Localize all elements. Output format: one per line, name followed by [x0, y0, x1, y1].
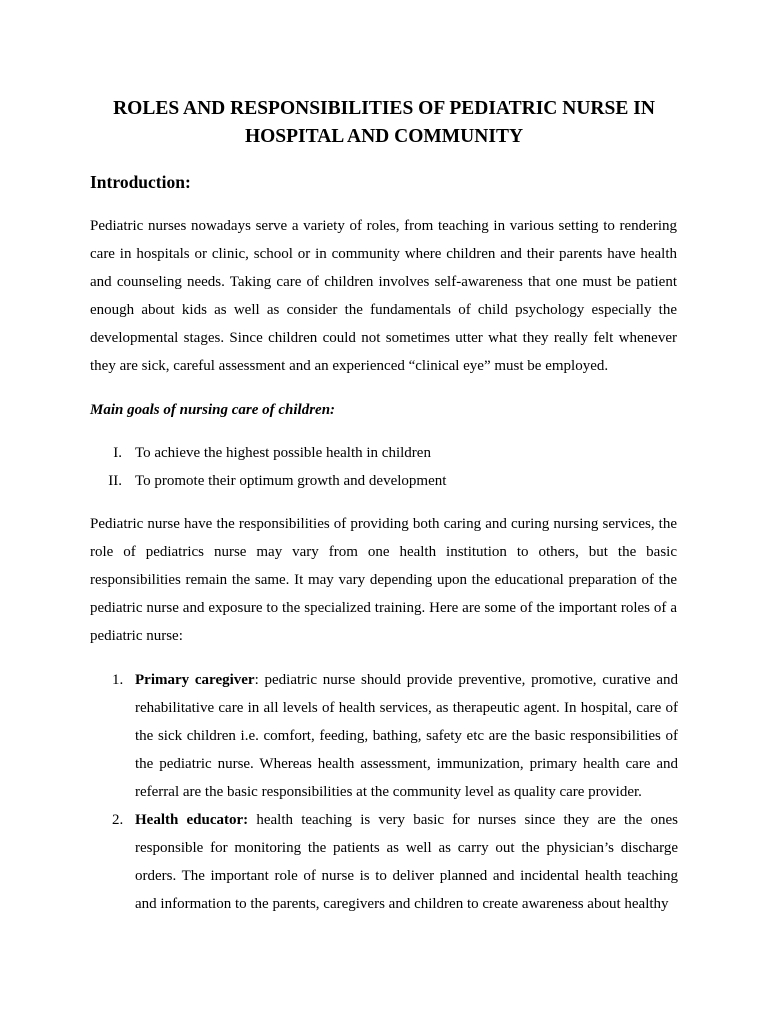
- goal-marker: I.: [113, 445, 122, 461]
- goal-item: [90, 467, 678, 495]
- introduction-paragraph: Pediatric nurses nowadays serve a variety of roles, from teaching in various setting to rendering care in hospitals or clinic, school or in community where children and their parents have health and counseling needs. Taking care of children involves self-awareness that one must be patient enough about kids as well as consider the fundamentals of child psychology especially the developmental stages. Since children could not sometimes utter what they really felt whenever they are sick, careful assessment and an experienced “clinical eye” must be employed.: [90, 218, 677, 374]
- document-title: ROLES AND RESPONSIBILITIES OF PEDIATRIC NURSE IN HOSPITAL AND COMMUNITY: [113, 98, 655, 147]
- role-marker: 2.: [112, 812, 124, 828]
- role-item-health-educator: [90, 806, 678, 918]
- goal-text: To promote their optimum growth and development: [135, 473, 447, 489]
- role-marker: 1.: [112, 672, 124, 688]
- goal-marker: II.: [108, 473, 122, 489]
- goal-text: To achieve the highest possible health in children: [135, 445, 431, 461]
- role-text: : pediatric nurse should provide preventive, promotive, curative and rehabilitative care in all levels of health services, as therapeutic agent. In hospital, care of the sick children i.e. comfort, feeding, bathing, safety etc are the basic responsibilities of the pediatric nurse. Whereas health assessment, immunization, primary health care and referral are the basic responsibilities at the community level as quality care provider.: [135, 672, 679, 800]
- roles-list: [90, 666, 678, 918]
- role-title: Primary caregiver: [135, 672, 255, 688]
- responsibilities-paragraph: Pediatric nurse have the responsibilities of providing both caring and curing nursing services, the role of pediatrics nurse may vary from one health institution to others, but the basic responsibilities remain the same. It may vary depending upon the educational preparation of the pediatric nurse and exposure to the specialized training. Here are some of the important roles of a pediatric nurse:: [90, 516, 677, 644]
- goals-list: [90, 439, 678, 495]
- role-title: Health educator:: [135, 812, 249, 828]
- role-text: health teaching is very basic for nurses since they are the ones responsible for monitoring the patients as well as carry out the physician’s discharge orders. The important role of nurse is to deliver planned and incidental health teaching and information to the parents, caregivers and children to create awareness about healthy: [135, 812, 678, 912]
- introduction-heading: Introduction:: [90, 172, 191, 192]
- goal-item: [90, 439, 678, 467]
- goals-heading: Main goals of nursing care of children:: [90, 402, 336, 418]
- role-item-primary-caregiver: [90, 666, 678, 806]
